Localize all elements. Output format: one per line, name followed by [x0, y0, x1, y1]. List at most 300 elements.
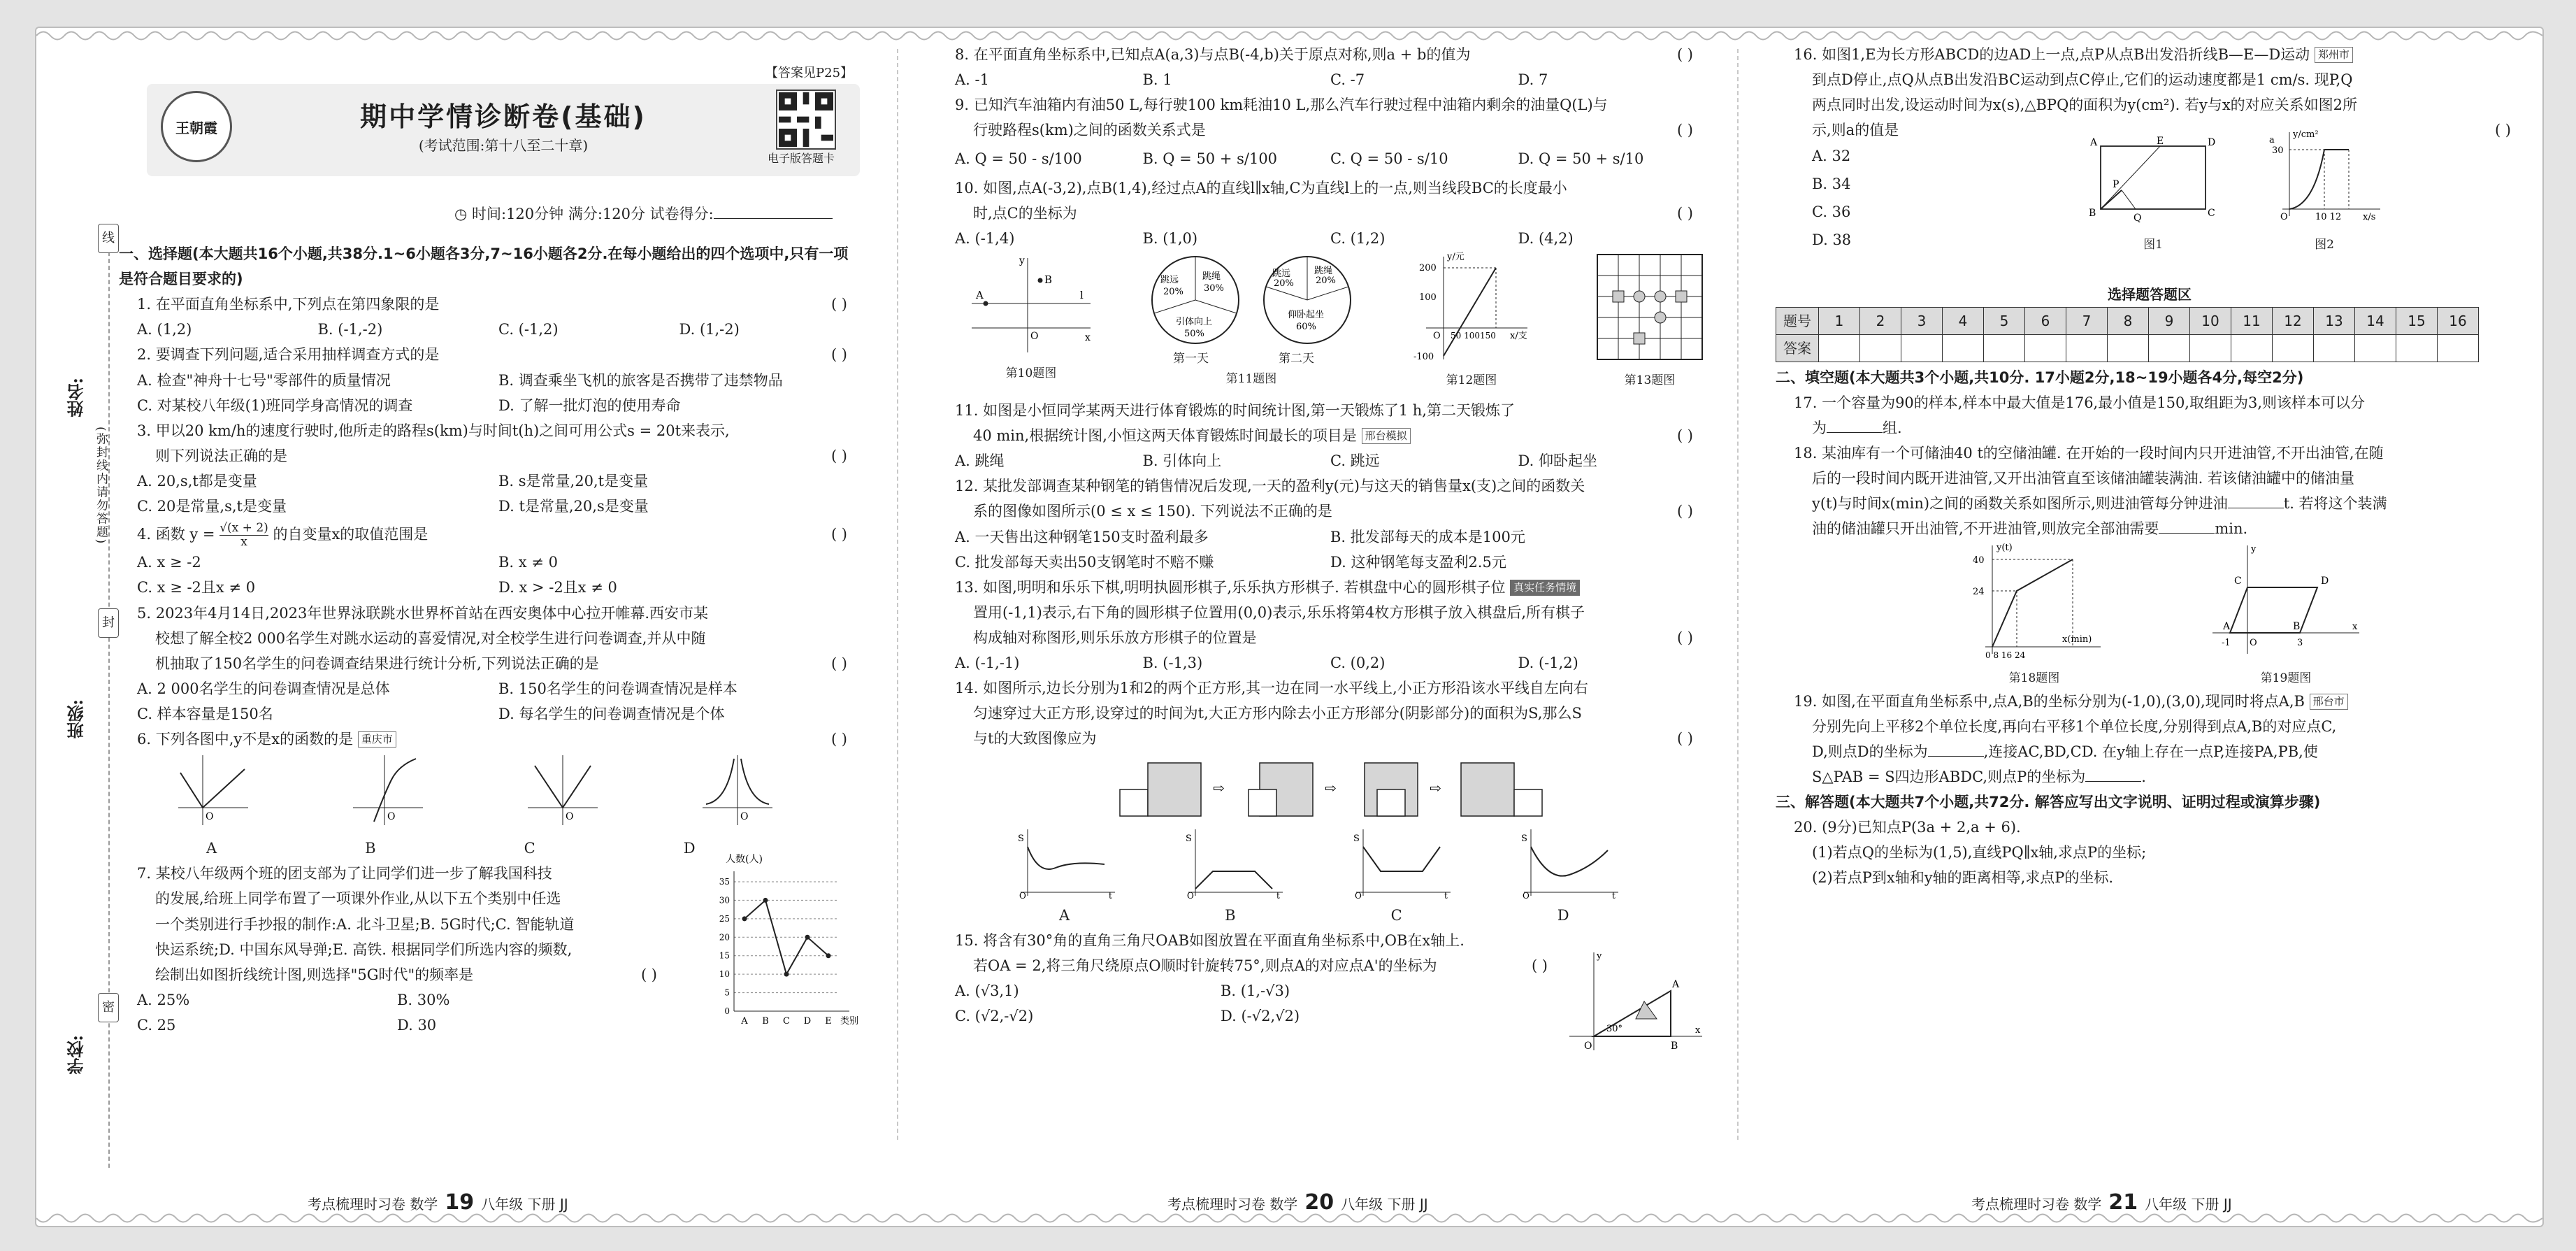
q9-line-2-text: 行驶路程s(km)之间的函数关系式是: [973, 122, 1206, 139]
grid-question-number: 14: [2355, 307, 2396, 334]
q3-stem2: 则下列说法正确的是: [155, 447, 287, 464]
q1-answer-paren: ( ): [830, 296, 847, 313]
q5-option-d[interactable]: D. 每名学生的问卷调查情况是个体: [498, 705, 725, 722]
chart-y-tick: 20: [719, 932, 730, 943]
section-2-title: 二、填空题(本大题共3个小题,共10分. 17小题2分,18~19小题各4分,每空2分): [1776, 369, 2304, 386]
grid-answer-cell[interactable]: [2273, 334, 2314, 362]
q18-blank-1[interactable]: [2228, 494, 2284, 508]
chart-y-tick: 30: [719, 895, 730, 906]
q19-line-3b: ,连接AC,BD,CD. 在y轴上存在一点P,连接PA,PB,使: [1983, 743, 2318, 760]
q10-option-d[interactable]: D. (4,2): [1518, 229, 1574, 247]
q9-options: [937, 143, 1706, 175]
q2-option-a[interactable]: A. 检查"神舟十七号"零部件的质量情况: [137, 371, 391, 389]
q11-line-1: 11. 如图是小恒同学某两天进行体育锻炼的时间统计图,第一天锻炼了1 h,第二天锻炼了: [955, 401, 1515, 419]
footer-page-number: 19: [445, 1190, 475, 1215]
fig12-x-label: x/支: [1510, 330, 1527, 341]
grid-answer-cell[interactable]: [2025, 334, 2066, 362]
brand-logo: [161, 91, 232, 162]
q2-stem: 2. 要调查下列问题,适合采用抽样调查方式的是: [137, 346, 440, 364]
grid-answer-cell[interactable]: [1984, 334, 2025, 362]
q14-option-d[interactable]: D: [1557, 906, 1569, 924]
svg-text:x: x: [1085, 331, 1091, 343]
question-16: [1776, 42, 2524, 67]
question-15-block: [937, 928, 1706, 1052]
q18-blank-2[interactable]: [2159, 519, 2215, 534]
q3-option-d[interactable]: D. t是常量,20,s是变量: [498, 498, 649, 515]
q11-line-2: [937, 423, 1706, 448]
svg-text:⇨: ⇨: [1430, 780, 1441, 797]
q10-line-1: 10. 如图,点A(-3,2),点B(1,4),经过点A的直线l∥x轴,C为直线l上的一点,则当线段BC的长度最小: [955, 179, 1567, 196]
q6-answer-paren: ( ): [830, 731, 847, 748]
svg-text:30°: 30°: [1606, 1023, 1623, 1034]
q11-answer-paren: ( ): [1676, 427, 1693, 445]
fig11-pie-day1: [1146, 251, 1244, 349]
q4-denominator: x: [240, 535, 247, 550]
svg-text:C: C: [2234, 575, 2242, 587]
footer-page-19: [308, 1190, 568, 1215]
footer-page-number: 20: [1304, 1190, 1334, 1215]
footer-page-number: 21: [2108, 1190, 2138, 1215]
figure-13: [1594, 251, 1706, 391]
q9-option-b[interactable]: B. Q = 50 + s/100: [1142, 150, 1278, 168]
fig12-x-ticks: 50 100150: [1451, 330, 1496, 341]
q13-line-3: [937, 625, 1706, 650]
question-8: [937, 42, 1706, 67]
q10-option-a[interactable]: A. (-1,4): [955, 229, 1015, 247]
q14-square-sequence: [937, 751, 1706, 817]
page-separator: [897, 49, 898, 1140]
q15-option-d[interactable]: D. (-√2,√2): [1221, 1008, 1300, 1025]
grid-answer-cell[interactable]: [2108, 334, 2149, 362]
question-3-line2: [119, 443, 860, 469]
q15-line-1: 15. 将含有30°角的直角三角尺OAB如图放置在平面直角坐标系中,OB在x轴上.: [955, 931, 1465, 949]
grid-question-number: 3: [1901, 307, 1943, 334]
grid-answer-cell[interactable]: [1819, 334, 1860, 362]
svg-text:y: y: [1597, 950, 1602, 962]
q13-option-b[interactable]: B. (-1,3): [1142, 655, 1203, 672]
q16-option-a[interactable]: A. 32: [1812, 148, 1851, 165]
grid-answer-cell[interactable]: [1901, 334, 1943, 362]
svg-text:l: l: [1080, 288, 1084, 301]
q6-graph-d: [699, 752, 776, 829]
page-19-column: [119, 241, 860, 1038]
figure-12: [1412, 251, 1531, 391]
q8-options: [937, 67, 1706, 92]
q1-options: [119, 317, 860, 342]
chart-point-C: [784, 972, 789, 977]
q6-graph-a: [175, 752, 252, 829]
chart-title: 人数(人): [726, 854, 763, 866]
q7-option-a[interactable]: A. 25%: [137, 991, 190, 1008]
q11-option-d[interactable]: D. 仰卧起坐: [1518, 452, 1597, 470]
q8-option-c[interactable]: C. -7: [1330, 71, 1365, 89]
chart-point-B: [763, 898, 768, 903]
question-6: [119, 727, 860, 752]
q1-option-a[interactable]: A. (1,2): [137, 321, 192, 338]
grid-question-number: 7: [2066, 307, 2108, 334]
q19-line-3a: D,则点D的坐标为: [1812, 743, 1928, 760]
q13-option-c[interactable]: C. (0,2): [1330, 655, 1386, 672]
footer-book: 考点梳理时习卷 数学: [308, 1196, 438, 1213]
fig12-tick-m100: -100: [1413, 351, 1434, 362]
q7-option-c[interactable]: C. 25: [137, 1016, 176, 1034]
chart-x-tick: B: [762, 1016, 769, 1027]
q2-option-d[interactable]: D. 了解一批灯泡的使用寿命: [498, 396, 681, 414]
fig11-pies: [1146, 251, 1356, 349]
q16-line-1: 16. 如图1,E为长方形ABCD的边AD上一点,点P从点B出发沿折线B—E—D运动: [1794, 46, 2310, 63]
q16-answer-paren: ( ): [2494, 122, 2511, 139]
q15-option-a[interactable]: A. (√3,1): [955, 982, 1019, 999]
grid-answer-cell[interactable]: [2190, 334, 2231, 362]
q17-answer-blank[interactable]: [1827, 418, 1883, 433]
grid-answer-cell[interactable]: [2231, 334, 2273, 362]
grid-answer-cell[interactable]: [2438, 334, 2479, 362]
q4-post: 的自变量x的取值范围是: [273, 526, 429, 543]
q8-answer-paren: ( ): [1676, 46, 1693, 63]
q11-option-a[interactable]: A. 跳绳: [955, 452, 1005, 470]
q18-line-3b: t. 若将这个装满: [2283, 495, 2387, 513]
q14-line-2: 匀速穿过大正方形,设穿过的时间为t,大正方形内除去小正方形部分(阴影部分)的面积为S,那么S: [973, 705, 1582, 722]
q18-line-2: 后的一段时间内既开进油管,又开出油管直至该储油罐装满油. 若该储油罐中的储油量: [1812, 470, 2355, 487]
q6-graph-b: [350, 752, 426, 829]
grid-question-number: 16: [2438, 307, 2479, 334]
fig18-x-label: x(min): [2062, 634, 2092, 645]
q4-option-b[interactable]: B. x ≠ 0: [498, 554, 558, 571]
q18-line-4b: min.: [2215, 520, 2248, 538]
q4-answer-paren: ( ): [830, 526, 847, 543]
fig11-day-labels: [1146, 349, 1356, 369]
svg-text:O: O: [1355, 890, 1362, 899]
q19-line-4: [1776, 764, 2524, 789]
grid-answer-cell[interactable]: [1860, 334, 1901, 362]
grid-answer-cell[interactable]: [2314, 334, 2355, 362]
svg-text:B: B: [2089, 208, 2096, 220]
footer-page-20: [1167, 1190, 1428, 1215]
svg-text:B: B: [1044, 273, 1053, 286]
q6-option-c[interactable]: C: [524, 840, 535, 857]
svg-text:C: C: [2208, 208, 2215, 220]
figure-19: [2209, 542, 2363, 689]
q19-blank-1[interactable]: [1928, 742, 1984, 757]
page-21-column: [1776, 42, 2524, 890]
svg-text:y: y: [2251, 543, 2257, 555]
grid-question-number: 9: [2149, 307, 2190, 334]
fig12-origin: O: [1433, 330, 1441, 341]
fig18-x-ticks: 0 8 16 24: [1985, 650, 2026, 660]
exam-meta: [454, 203, 833, 224]
q14-graph-b: [1181, 826, 1286, 899]
seal-mark-seal: 封: [98, 608, 119, 638]
q11-line-2-text: 40 min,根据统计图,小恒这两天体育锻炼时间最长的项目是: [973, 427, 1357, 445]
section-1-title: 一、选择题(本大题共16个小题,共38分.1~6小题各3分,7~16小题各2分.在每小题给出的四个选项中,只有一项是符合题目要求的): [119, 245, 849, 288]
q16-fig1-caption: 图1: [2143, 237, 2163, 252]
q9-option-a[interactable]: A. Q = 50 - s/100: [955, 150, 1082, 168]
svg-text:a: a: [2269, 135, 2275, 146]
answer-grid: [1776, 307, 2479, 362]
svg-text:D: D: [2208, 137, 2216, 149]
q4-option-a[interactable]: A. x ≥ -2: [137, 554, 201, 571]
pie2-label-a: 跳远: [1272, 268, 1291, 279]
q3-option-b[interactable]: B. s是常量,20,t是变量: [498, 472, 649, 489]
fig18-tick-24: 24: [1973, 586, 1985, 597]
grid-answer-header: 答案: [1776, 334, 1819, 362]
grid-question-number: 1: [1819, 307, 1860, 334]
q12-answer-paren: ( ): [1676, 503, 1693, 520]
fig11-caption: 第11题图: [1225, 372, 1277, 387]
chart-y-tick: 10: [719, 969, 730, 980]
q1-option-c[interactable]: C. (-1,2): [498, 321, 559, 338]
q10-line-2: [937, 201, 1706, 226]
q7-option-d[interactable]: D. 30: [397, 1016, 437, 1034]
qr-icon: [779, 92, 833, 147]
footer-grade: 八年级 下册 JJ: [1341, 1196, 1428, 1213]
svg-text:O: O: [1584, 1040, 1592, 1052]
page-separator: [1737, 49, 1739, 1140]
question-1: [119, 292, 860, 317]
svg-text:⇨: ⇨: [1213, 780, 1225, 797]
fig12-tick-200: 200: [1419, 262, 1437, 273]
q3-stem: 3. 甲以20 km/h的速度行驶时,他所走的路程s(km)与时间t(h)之间可用公式s = 20t来表示,: [137, 422, 730, 439]
q13-scenario-tag: 真实任务情境: [1510, 580, 1580, 596]
grid-question-number: 6: [2025, 307, 2066, 334]
q8-option-b[interactable]: B. 1: [1142, 71, 1172, 89]
q16-option-c[interactable]: C. 36: [1812, 203, 1851, 221]
q14-option-c[interactable]: C: [1390, 906, 1402, 924]
fig10-graph: [965, 251, 1098, 356]
svg-text:B: B: [2293, 620, 2301, 632]
q4-option-d[interactable]: D. x > -2且x ≠ 0: [498, 579, 617, 596]
q17-line-2: [1776, 415, 2524, 441]
q2-options: [119, 368, 860, 418]
svg-text:O: O: [206, 811, 214, 823]
chart-x-tick: D: [803, 1016, 812, 1027]
q16-option-d[interactable]: D. 38: [1812, 231, 1852, 249]
question-5-line2: [119, 626, 860, 651]
grid-question-number: 13: [2314, 307, 2355, 334]
q16-figure-2: [2265, 129, 2384, 255]
answer-reference: 【答案见P25】: [765, 66, 854, 80]
score-blank[interactable]: [714, 204, 833, 219]
question-3: [119, 418, 860, 443]
q2-option-b[interactable]: B. 调查乘坐飞机的旅客是否携带了违禁物品: [498, 371, 783, 389]
pie2-pct-a: 20%: [1274, 278, 1294, 289]
chart-x-tick: E: [825, 1016, 832, 1027]
chart-y-tick: 5: [724, 987, 730, 998]
q19-line-3: [1776, 739, 2524, 764]
q10-option-c[interactable]: C. (1,2): [1330, 229, 1386, 247]
q6-option-d[interactable]: D: [683, 840, 696, 857]
pie1-label-a: 跳远: [1160, 274, 1179, 285]
grid-question-number: 5: [1984, 307, 2025, 334]
question-13: [937, 575, 1706, 600]
q16-source-tag: 郑州市: [2315, 47, 2353, 63]
svg-text:t: t: [1109, 890, 1112, 899]
svg-text:O: O: [387, 811, 396, 823]
grid-answer-cell[interactable]: [1943, 334, 1984, 362]
chart-y-tick: 15: [719, 950, 730, 961]
q6-graphs: [119, 752, 860, 836]
q10-option-b[interactable]: B. (1,0): [1142, 229, 1198, 247]
svg-text:S: S: [1186, 833, 1192, 844]
q8-option-a[interactable]: A. -1: [955, 71, 989, 89]
name-label: 姓名:: [66, 378, 87, 417]
q7-line-chart: [706, 854, 860, 1043]
grid-answer-cell[interactable]: [2149, 334, 2190, 362]
q5-options: [119, 676, 860, 727]
q18-line-3: [1776, 491, 2524, 516]
q20-part-2: (2)若点P到x轴和y轴的距离相等,求点P的坐标.: [1812, 869, 2114, 887]
svg-text:A: A: [1672, 978, 1680, 990]
pie1-day: 第一天: [1173, 351, 1209, 366]
svg-text:t: t: [1444, 890, 1448, 899]
q9-line-2: [937, 117, 1706, 143]
q13-option-a[interactable]: A. (-1,-1): [955, 655, 1020, 672]
q16-line-4-text: 示,则a的值是: [1812, 122, 1899, 139]
svg-text:S: S: [1018, 833, 1024, 844]
fig12-y-label: y/元: [1447, 251, 1465, 262]
q7-option-b[interactable]: B. 30%: [397, 991, 450, 1008]
q11-option-c[interactable]: C. 跳远: [1330, 452, 1380, 470]
pie1-label-b: 跳绳: [1202, 271, 1221, 282]
q9-option-c[interactable]: C. Q = 50 - s/10: [1330, 150, 1448, 168]
footer-book: 考点梳理时习卷 数学: [1167, 1196, 1298, 1213]
grid-answer-cell[interactable]: [2355, 334, 2396, 362]
q15-option-b[interactable]: B. (1,-√3): [1221, 982, 1290, 999]
q5-option-b[interactable]: B. 150名学生的问卷调查情况是样本: [498, 680, 737, 697]
q5-option-c[interactable]: C. 样本容量是150名: [137, 705, 273, 722]
q15-option-c[interactable]: C. (√2,-√2): [955, 1008, 1034, 1025]
svg-text:O: O: [1019, 890, 1026, 899]
q6-option-b[interactable]: B: [365, 840, 376, 857]
q16-option-b[interactable]: B. 34: [1812, 176, 1851, 193]
q2-answer-paren: ( ): [830, 346, 847, 364]
fig18-y-label: y(t): [1996, 542, 2013, 553]
svg-text:x: x: [2352, 621, 2358, 632]
q3-option-a[interactable]: A. 20,s,t都是变量: [137, 472, 257, 489]
q14-option-a[interactable]: A: [1059, 906, 1070, 924]
svg-text:O: O: [1187, 890, 1194, 899]
q9-option-d[interactable]: D. Q = 50 + s/10: [1518, 150, 1644, 168]
question-4: [119, 519, 860, 550]
pie2-pct-c: 60%: [1296, 321, 1316, 332]
q11-source-tag: 邢台模拟: [1362, 428, 1411, 444]
fig11-pie-day2: [1258, 251, 1356, 349]
q16-area-graph: [2265, 129, 2384, 227]
figure-11: [1146, 251, 1356, 389]
q16-fig2-caption: 图2: [2315, 237, 2334, 252]
grid-answer-cell[interactable]: [2396, 334, 2438, 362]
logo-text: 王朝霞: [175, 120, 217, 136]
q8-option-d[interactable]: D. 7: [1518, 71, 1548, 89]
q1-option-b[interactable]: B. (-1,-2): [317, 321, 383, 338]
q9-line-1: 9. 已知汽车油箱内有油50 L,每行驶100 km耗油10 L,那么汽车行驶过程中油箱内剩余的油量Q(L)与: [955, 96, 1608, 114]
svg-text:A: A: [976, 288, 984, 301]
svg-text:Q: Q: [2134, 213, 2142, 224]
q12-options: [937, 524, 1706, 575]
q5-option-a[interactable]: A. 2 000名学生的问卷调查情况是总体: [137, 680, 390, 697]
svg-text:O: O: [740, 811, 749, 823]
q19-blank-2[interactable]: [2085, 767, 2141, 782]
grid-question-number: 10: [2190, 307, 2231, 334]
q5-line-3: 机抽取了150名学生的问卷调查结果进行统计分析,下列说法正确的是: [155, 655, 599, 672]
pie1-pct-c: 50%: [1184, 328, 1204, 339]
svg-text:3: 3: [2297, 637, 2303, 648]
q13-answer-paren: ( ): [1676, 629, 1693, 646]
q3-option-c[interactable]: C. 20是常量,s,t是变量: [137, 498, 287, 515]
q6-stem: 6. 下列各图中,y不是x的函数的是: [137, 731, 354, 748]
question-7: [119, 861, 657, 1038]
page-20-column: [937, 42, 1706, 1052]
svg-text:S: S: [1521, 833, 1527, 844]
section-3-title: 三、解答题(本大题共7个小题,共72分. 解答应写出文字说明、证明过程或演算步骤): [1776, 794, 2321, 811]
chart-y-tick: 25: [719, 914, 730, 924]
q12-option-d[interactable]: D. 这种钢笔每支盈利2.5元: [1330, 553, 1506, 571]
pie2-day: 第二天: [1279, 351, 1314, 366]
footer-page-21: [1971, 1190, 2232, 1215]
meta-text: ◷ 时间:120分钟 满分:120分 试卷得分:: [454, 206, 714, 222]
q17-post: 组.: [1883, 420, 1902, 437]
q5-line-2: 校想了解全校2 000名学生对跳水运动的喜爱情况,对全校学生进行问卷调查,并从中随: [155, 629, 706, 647]
q12-option-a[interactable]: A. 一天售出这种钢笔150支时盈利最多: [955, 528, 1209, 545]
q4-option-c[interactable]: C. x ≥ -2且x ≠ 0: [137, 579, 256, 596]
q4-numerator: √(x + 2): [220, 520, 268, 535]
q11-option-b[interactable]: B. 引体向上: [1142, 452, 1222, 470]
svg-text:t: t: [1276, 890, 1280, 899]
grid-answer-cell[interactable]: [2066, 334, 2108, 362]
q2-option-c[interactable]: C. 对某校八年级(1)班同学身高情况的调查: [137, 396, 413, 414]
q7-line-5-text: 绘制出如图折线统计图,则选择"5G时代"的频率是: [155, 966, 474, 983]
binding-line: [108, 224, 110, 1168]
qr-code[interactable]: [776, 90, 836, 150]
chart-y-tick: 0: [724, 1006, 730, 1017]
footer-book: 考点梳理时习卷 数学: [1971, 1196, 2102, 1213]
q16-figure-1: [2083, 136, 2223, 255]
pie2-label-c: 仰卧起坐: [1288, 309, 1325, 320]
q10-options: [937, 226, 1706, 251]
q12-option-b[interactable]: B. 批发部每天的成本是100元: [1330, 528, 1525, 545]
svg-text:O: O: [2280, 212, 2288, 223]
svg-text:x: x: [1695, 1024, 1701, 1036]
exam-header: [147, 84, 860, 176]
q7-line-5: [119, 962, 657, 987]
q11-options: [937, 448, 1706, 473]
q7-line-2: 的发展,给班上同学布置了一项课外作业,从以下五个类别中任选: [155, 890, 561, 908]
q13-option-d[interactable]: D. (-1,2): [1518, 655, 1578, 672]
question-5: [119, 601, 860, 626]
q12-line-1: 12. 某批发部调查某种钢笔的销售情况后发现,一天的盈利y(元)与这天的销售量x(支)之间的函数关: [955, 478, 1585, 495]
q9-answer-paren: ( ): [1676, 122, 1693, 139]
svg-text:O: O: [1030, 330, 1039, 342]
q19-source-tag: 邢台市: [2310, 694, 2348, 710]
grid-number-header: 题号: [1776, 307, 1819, 334]
q18-line-4: [1776, 516, 2524, 541]
q14-graph-c: [1349, 826, 1454, 899]
fig19-caption: 第19题图: [2260, 671, 2312, 685]
q14-option-b[interactable]: B: [1225, 906, 1236, 924]
q12-option-c[interactable]: C. 批发部每天卖出50支钢笔时不赔不赚: [955, 553, 1214, 571]
q7-line-4: 快运系统;D. 中国东风导弹;E. 高铁. 根据同学们所选内容的频数,: [155, 941, 573, 958]
class-label: 班级:: [66, 699, 87, 739]
q18-line-1: 18. 某油库有一个可储油40 t的空储油罐. 在开始的一段时间内只开进油管,不开出油管,在随: [1794, 445, 2384, 462]
answer-grid-title: 选择题答题区: [2108, 286, 2192, 303]
q1-stem: 1. 在平面直角坐标系中,下列点在第四象限的是: [137, 296, 440, 313]
svg-text:y/cm²: y/cm²: [2293, 129, 2319, 141]
grid-question-number: 12: [2273, 307, 2314, 334]
q16-line-3: 两点同时出发,设运动时间为x(s),△BPQ的面积为y(cm²). 若y与x的对应关系如图2所: [1812, 96, 2358, 114]
q20-stem: 20. (9分)已知点P(3a + 2,a + 6).: [1794, 819, 2021, 836]
q1-option-d[interactable]: D. (1,-2): [679, 321, 740, 338]
q6-option-a[interactable]: A: [206, 840, 217, 857]
